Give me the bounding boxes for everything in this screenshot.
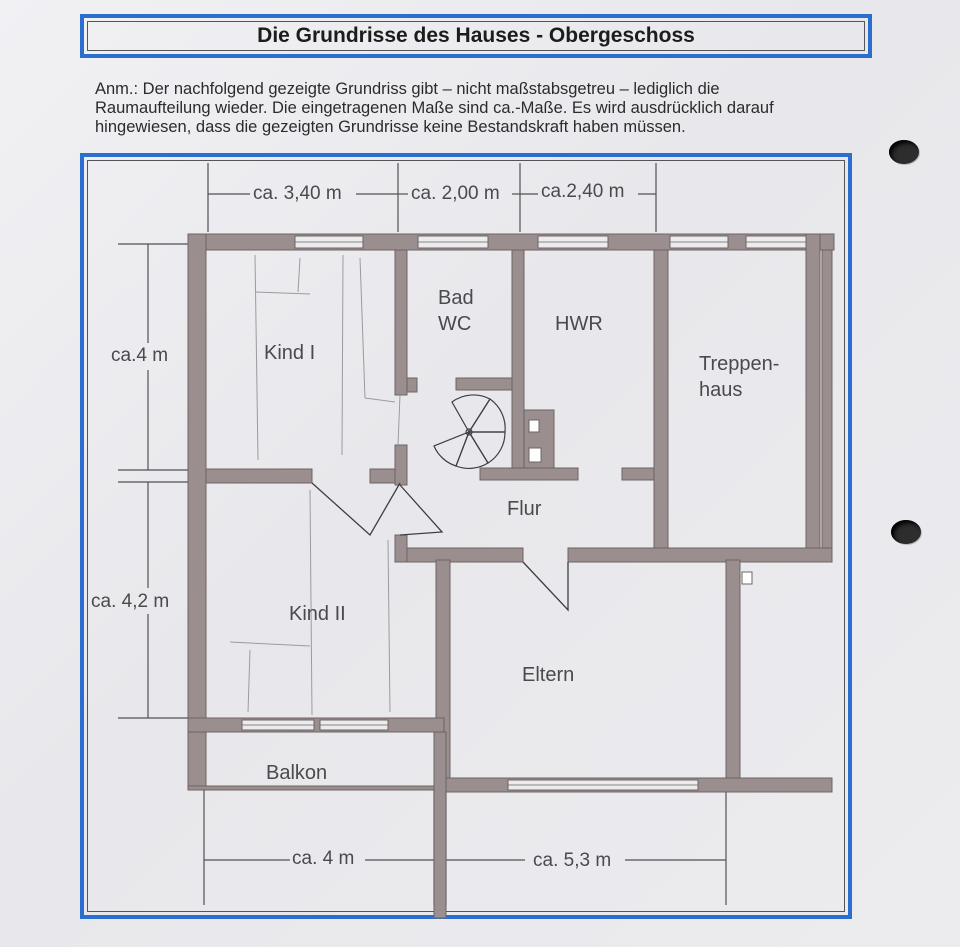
room-label-kind1: Kind I <box>264 342 316 364</box>
walls <box>188 234 834 918</box>
dimension-left-2: ca. 4,2 m <box>91 591 170 612</box>
room-label-hwr: HWR <box>555 313 603 335</box>
note-line-3: hingewiesen, dass die gezeigten Grundrisse keine Bestandskraft haben müssen. <box>95 118 686 136</box>
dimension-left-1: ca.4 m <box>111 345 169 366</box>
note-line-1: Anm.: Der nachfolgend gezeigte Grundriss gibt – nicht maßstabsgetreu – lediglich die <box>95 80 720 98</box>
dimension-bottom-1: ca. 4 m <box>292 848 355 869</box>
spiral-staircase <box>434 395 505 468</box>
room-label-treppenhaus-1: Treppen- <box>699 353 780 375</box>
room-label-bad: Bad <box>438 287 474 309</box>
room-label-treppenhaus-2: haus <box>699 379 743 401</box>
dimension-bottom-2: ca. 5,3 m <box>533 850 612 871</box>
room-label-kind2: Kind II <box>289 603 346 625</box>
dimension-top-1: ca. 3,40 m <box>253 183 342 204</box>
room-label-flur: Flur <box>507 498 542 520</box>
room-label-balkon: Balkon <box>266 762 328 784</box>
page-title: Die Grundrisse des Hauses - Obergeschoss <box>87 21 865 51</box>
note-line-2: Raumaufteilung wieder. Die eingetragenen Maße sind ca.-Maße. Es wird ausdrücklich darauf <box>95 99 774 117</box>
dimension-top-3: ca.2,40 m <box>541 181 625 202</box>
dimension-top-2: ca. 2,00 m <box>411 183 500 204</box>
room-label-eltern: Eltern <box>522 664 575 686</box>
room-label-wc: WC <box>438 313 472 335</box>
